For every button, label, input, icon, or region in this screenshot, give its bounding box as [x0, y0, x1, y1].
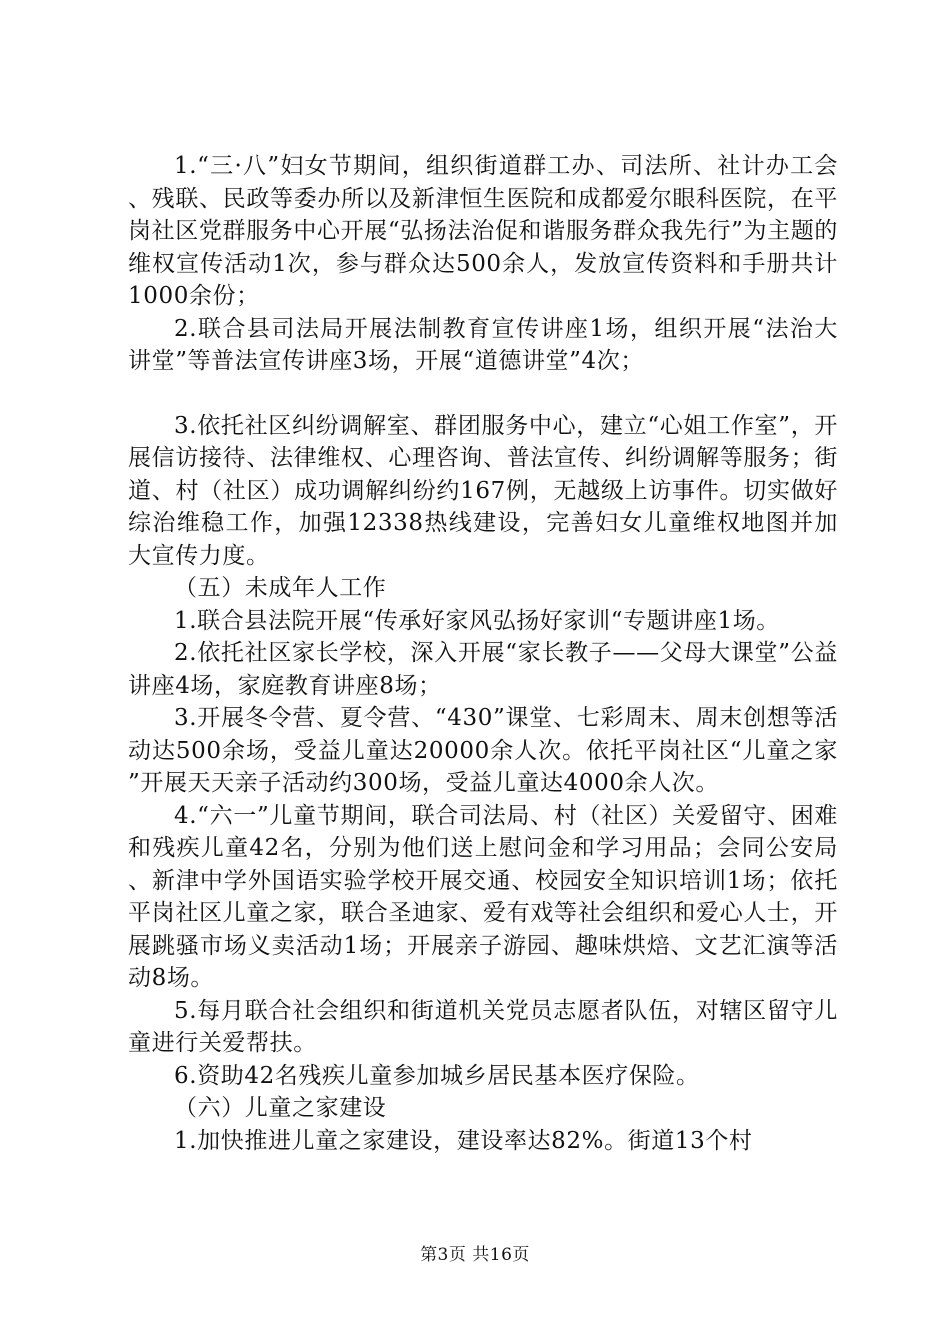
- paragraph-9: 5.每月联合社会组织和街道机关党员志愿者队伍，对辖区留守儿童进行关爱帮扶。: [128, 997, 838, 1056]
- paragraph-3: 3.依托社区纠纷调解室、群团服务中心，建立“心姐工作室”，开展信访接待、法律维权、心理咨询、普法宣传、纠纷调解等服务；街道、村（社区）成功调解纠纷约167例，无越级上访事件。切实做好综治维稳工作，加强12338热线建设，完善妇女儿童维权地图并加大宣传力度。: [128, 412, 838, 569]
- paragraph-10: 6.资助42名残疾儿童参加城乡居民基本医疗保险。: [174, 1062, 700, 1089]
- page-number-footer: 第3页 共16页: [420, 1245, 530, 1265]
- paragraph-6: 2.依托社区家长学校，深入开展“家长教子——父母大课堂”公益讲座4场，家庭教育讲座8场；: [128, 640, 838, 699]
- paragraph-12: 1.加快推进儿童之家建设，建设率达82%。街道13个村: [174, 1127, 753, 1154]
- paragraph-5: 1.联合县法院开展“传承好家风弘扬好家训“专题讲座1场。: [174, 607, 780, 634]
- section-heading-6: （六）儿童之家建设: [174, 1095, 387, 1121]
- paragraph-1: 1.“三·八”妇女节期间，组织街道群工办、司法所、社计办工会、残联、民政等委办所以及新津恒生医院和成都爱尔眼科医院，在平岗社区党群服务中心开展“弘扬法治促和谐服务群众我先行”为主题的维权宣传活动1次，参与群众达500余人，发放宣传资料和手册共计1000余份；: [128, 153, 838, 309]
- paragraph-8: 4.“六一”儿童节期间，联合司法局、村（社区）关爱留守、困难和残疾儿童42名，分别为他们送上慰问金和学习用品；会同公安局、新津中学外国语实验学校开展交通、校园安全知识培训1场；依托平岗社区儿童之家，联合圣迪家、爱有戏等社会组织和爱心人士，开展跳骚市场义卖活动1场；开展亲子游园、趣味烘焙、文艺汇演等活动8场。: [128, 802, 838, 991]
- document-body: [128, 150, 838, 1157]
- section-heading-5: （五）未成年人工作: [174, 575, 387, 601]
- paragraph-2: 2.联合县司法局开展法制教育宣传讲座1场，组织开展“法治大讲堂”等普法宣传讲座3场，开展“道德讲堂”4次；: [128, 315, 838, 374]
- paragraph-7: 3.开展冬令营、夏令营、“430”课堂、七彩周末、周末创想等活动达500余场，受益儿童达20000余人次。依托平岗社区“儿童之家”开展天天亲子活动约300场，受益儿童达4000余人次。: [128, 705, 838, 796]
